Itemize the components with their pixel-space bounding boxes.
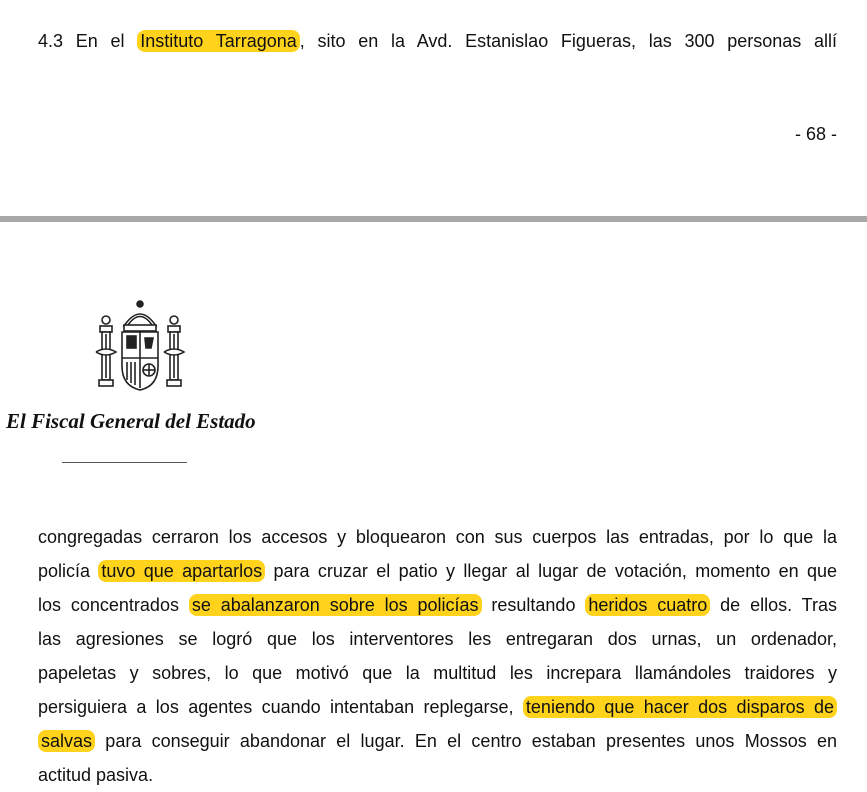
highlight-teniendo-que-hacer: teniendo que hacer dos disparos de [523, 696, 837, 718]
text-run: papeletas y sobres, lo que motivó que la multitud les increpara llamándoles traidores y [38, 663, 837, 683]
text-line [38, 724, 837, 758]
highlight-tuvo-que-apartarlos: tuvo que apartarlos [98, 560, 265, 582]
highlight-heridos-cuatro: heridos cuatro [585, 594, 710, 616]
text-line [38, 588, 837, 622]
text-run: resultando [481, 595, 586, 615]
page-number: - 68 - [794, 124, 837, 144]
text-line [38, 690, 837, 724]
text-run: las agresiones se logró que los interventores les entregaran dos urnas, un ordenador, [38, 629, 837, 649]
text-run: , sito en la Avd. Estanislao Figueras, las 300 personas allí [299, 31, 837, 51]
text-run: policía [38, 561, 99, 581]
text-run: actitud pasiva. [38, 765, 154, 785]
highlight-se-abalanzaron: se abalanzaron sobre los policías [189, 594, 482, 616]
letterhead-title: El Fiscal General del Estado [6, 409, 256, 433]
text-run: congregadas cerraron los accesos y bloquearon con sus cuerpos las entradas, por lo que la [38, 527, 837, 547]
text-line [38, 758, 837, 792]
text-line [38, 622, 837, 656]
top-paragraph-line [38, 28, 837, 54]
text-run: 4.3 En el [38, 31, 138, 51]
text-run: persiguiera a los agentes cuando intentaban replegarse, [38, 697, 523, 717]
coat-of-arms-icon [94, 296, 186, 394]
text-run: para conseguir abandonar el lugar. En el centro estaban presentes unos Mossos en [95, 731, 837, 751]
text-line [38, 656, 837, 690]
text-run: para cruzar el patio y llegar al lugar de votación, momento en que [265, 561, 837, 581]
letterhead-underline [62, 462, 187, 463]
text-run: los concentrados [38, 595, 189, 615]
body-paragraph [38, 520, 837, 792]
page-break-divider [0, 216, 867, 222]
text-line [38, 554, 837, 588]
highlight-instituto-tarragona: Instituto Tarragona [137, 30, 300, 52]
text-run: de ellos. Tras [710, 595, 837, 615]
text-line [38, 520, 837, 554]
highlight-salvas: salvas [38, 730, 95, 752]
